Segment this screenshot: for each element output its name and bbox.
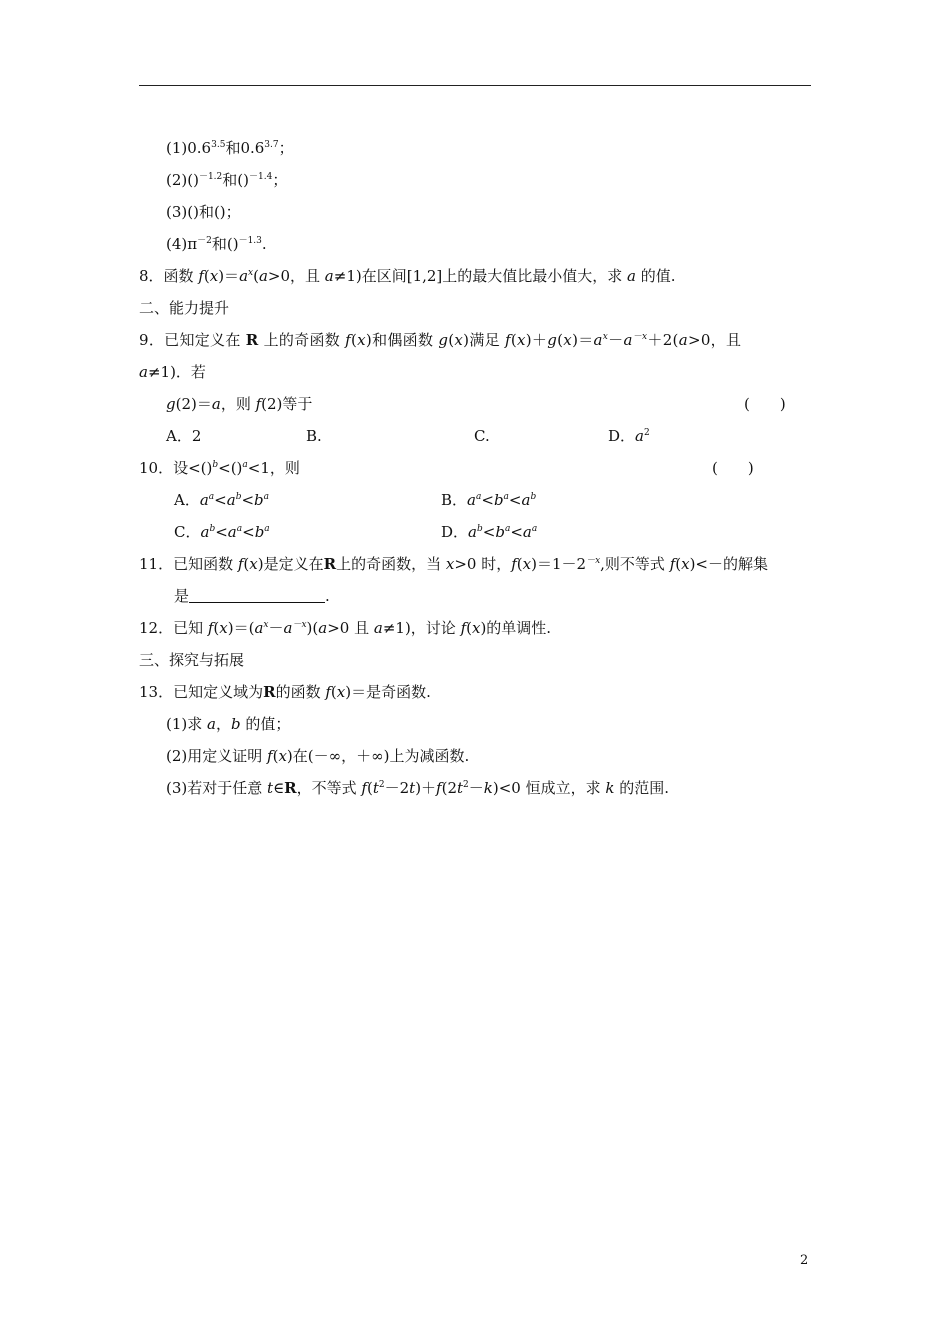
q7-part4: $(4)\pi^{-2}$和()$^{-1.3}$.	[166, 235, 267, 253]
question-11: 11．已知函数 f(x)是定义在R上的奇函数，当 x>0 时，$f(x)=1-2^{-x}$,则不等式 f(x)<－的解集	[139, 555, 768, 573]
q7-part2: (2)()$^{-1.2}$和()$^{-1.4}$；	[166, 171, 288, 189]
question-9: 9．已知定义在 R 上的奇函数 f(x)和偶函数 g(x)满足 $f(x)+g(x)=a^x-a^{-x}+2(a>0$，且	[139, 331, 742, 349]
q9-option-a: A．2	[166, 427, 202, 445]
q10-option-c: C．$a^b<a^a<b^a$	[174, 523, 270, 541]
q10-option-b: B．$a^a<b^a<a^b$	[441, 491, 537, 509]
q9-option-d: D．$a^2$	[608, 427, 650, 445]
q9-option-b: B.	[306, 427, 322, 445]
question-13: 13．已知定义域为R的函数 f(x)＝是奇函数.	[139, 683, 431, 701]
question-11-line2: 是 .	[174, 587, 330, 605]
q9-answer-parens: ( )	[744, 395, 786, 413]
page-number: 2	[800, 1253, 809, 1268]
header-rule	[139, 85, 811, 86]
q9-option-c: C.	[474, 427, 490, 445]
section-heading-3: 三、探究与拓展	[139, 651, 245, 669]
section-heading-2: 二、能力提升	[139, 299, 230, 317]
q13-part1: (1)求 a，b 的值；	[166, 715, 291, 733]
q7-part1: $(1)0.6^{3.5}$和$0.6^{3.7}$；	[166, 139, 294, 157]
q10-option-d: D．$a^b<b^a<a^a$	[441, 523, 538, 541]
q13-part2: (2)用定义证明 f(x)在(－∞，＋∞)上为减函数.	[166, 747, 470, 765]
q10-answer-parens: ( )	[712, 459, 754, 477]
q7-part3: (3)()和()；	[166, 203, 241, 221]
question-8: 8．函数 $f(x)=a^x(a>0$，且 a≠1)在区间[1,2]上的最大值比最小值大，求 a 的值.	[139, 267, 676, 285]
q10-option-a: A．$a^a<a^b<b^a$	[174, 491, 270, 509]
question-9-line2: a≠1)．若	[139, 363, 206, 381]
question-12: 12．已知 $f(x)=(a^x-a^{-x})(a>0$ 且 a≠1)，讨论 f(x)的单调性.	[139, 619, 552, 637]
answer-blank[interactable]	[189, 588, 325, 603]
question-9-line3: g(2)＝a，则 f(2)等于	[166, 395, 313, 413]
question-10: 10．设<()$^b$<()$^a$<1，则	[139, 459, 300, 477]
q13-part3: (3)若对于任意 t∈R，不等式 $f(t^2-2t)+f(2t^2-k)<0$ 恒成立，求 k 的范围.	[166, 779, 670, 797]
